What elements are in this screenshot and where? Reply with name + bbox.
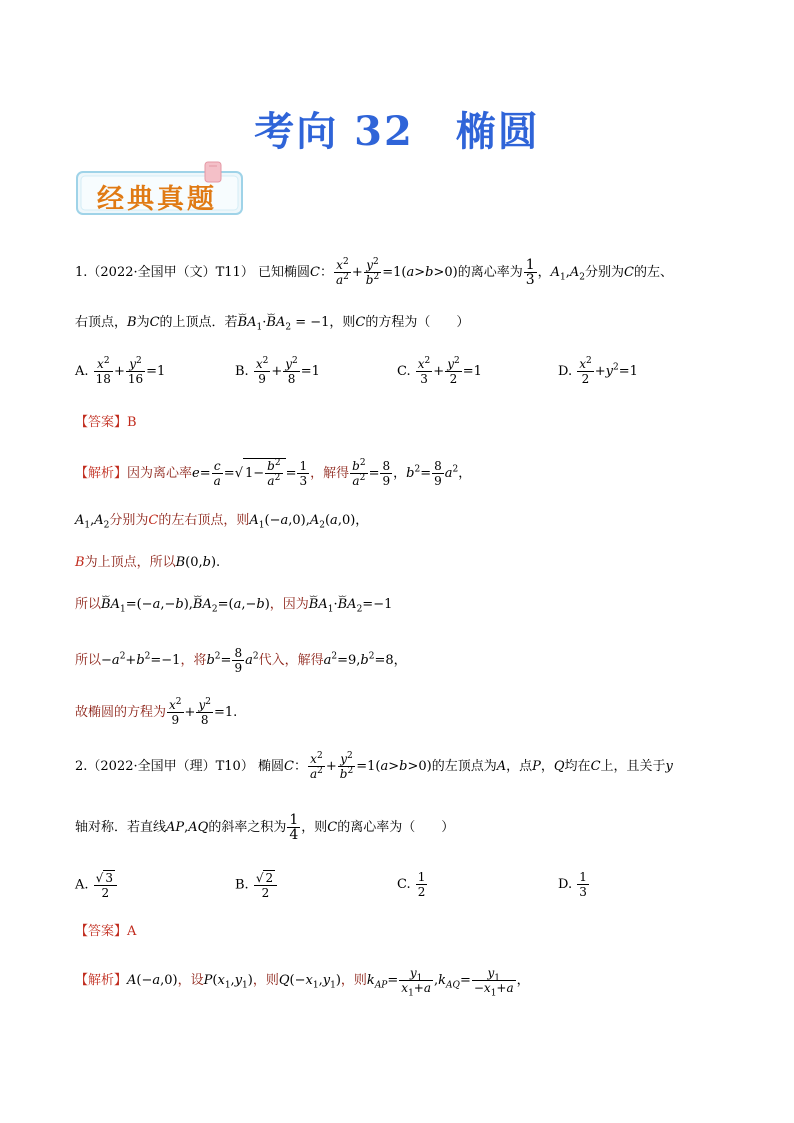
q1-option-a[interactable]: A. $\frac{x^2}{18}$ + $\frac{y^2}{16}$ =1 [75,356,166,386]
q1-analysis-line2: $A_1,A_2$分别为C的左右顶点，则$A_1(-a,0),A_2(a,0)$， [75,513,369,531]
q1-analysis-line5: 所以$-a^2+b^2=-1$，将$b^2=$ $\frac{8}{9}$ $a^2$代入，解得$a^2=9,b^2=8$， [75,646,407,675]
q1-option-d[interactable]: D. $\frac{x^2}{2}$ $+y^2=1$ [558,356,638,386]
banner-label: 经典真题 [97,184,217,215]
section-banner [75,160,250,218]
q1-answer: 【答案】B [75,415,137,430]
q1-analysis-line6: 故椭圆的方程为 $\frac{x^2}{9}$ + $\frac{y^2}{8}$ =1. [75,697,238,727]
q2-stem-line2: 轴对称．若直线AP,AQ的斜率之积为 $\frac{1}{4}$ ，则C的离心率为（ ） [75,812,455,843]
q2-option-c[interactable]: C. $\frac{1}{2}$ [397,870,426,899]
q2-option-b[interactable]: B. $\frac{√ 2}{2}$ [235,870,278,900]
q1-stem-line1: 1.（2022·全国甲（文）T11） 已知椭圆C： $\frac{x^2}{a^2}$ + $\frac{y^2}{b^2}$ =1(a>b>0)的离心率为 $\frac{1}{3}$ ，$A_1,A_2$分别为C的左、 [75,257,674,288]
q1-source: 1.（2022·全国甲（文）T11） [75,265,254,280]
q1-analysis-line4: 所以⌣⌣ $BA_1=(-a,-b),⌣⌣$ $BA_2=(a,-b)$，因为⌣⌣ $BA_1\cdot⌣⌣$ $BA_2=-1$ [75,595,392,615]
q2-analysis-line1: 【解析】A(−a,0)，设$P(x_1,y_1)$，则$Q(-x_1,y_1)$，则$k_{AP}=$ $\frac{y_1}{x_1+a}$ $,k_{AQ}=$ $\frac{y_1}{-x_1+a}$ ， [75,966,530,999]
q1-option-b[interactable]: B. $\frac{x^2}{9}$ + $\frac{y^2}{8}$ =1 [235,356,320,386]
q2-answer: 【答案】A [75,924,137,939]
q1-option-c[interactable]: C. $\frac{x^2}{3}$ + $\frac{y^2}{2}$ =1 [397,356,482,386]
q1-analysis-line1: 【解析】因为离心率e= $\frac{c}{a}$ =√ 1− $\frac{b^2}{a^2}$ = $\frac{1}{3}$ ，解得 $\frac{b^2}{a^2}$ = $\frac{8}{9}$ ，$b^2=$ $\frac{8}{9}$ $a^2$， [75,458,472,488]
q2-stem-line1: 2.（2022·全国甲（理）T10） 椭圆C： $\frac{x^2}{a^2}$ + $\frac{y^2}{b^2}$ =1(a>b>0)的左顶点为A，点P，Q均在C上，且关于y [75,751,673,781]
q2-option-d[interactable]: D. $\frac{1}{3}$ [558,870,587,899]
q1-analysis-line3: B为上顶点，所以B(0,b). [75,555,221,570]
q1-stem-line2: 右顶点，B为C的上顶点．若⌣⌣ $BA_1\cdot⌣⌣$ $BA_2 = -1$，则C的方程为（ ） [75,313,469,333]
q2-option-a[interactable]: A. $\frac{√ 3}{2}$ [75,870,118,900]
q2-source: 2.（2022·全国甲（理）T10） [75,759,254,774]
page-title: 考向 32 椭圆 [254,108,540,155]
